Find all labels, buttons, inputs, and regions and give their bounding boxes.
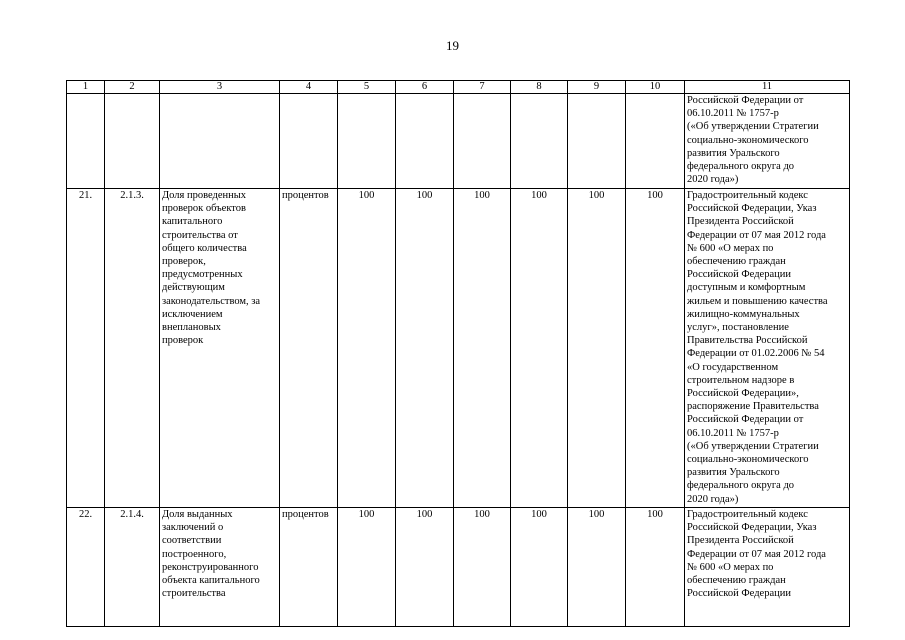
empty-cell (626, 94, 685, 189)
column-number: 1 (67, 81, 105, 94)
value-cell: 100 (338, 508, 396, 627)
basis-cell: Градостроительный кодекс Российской Федерации, Указ Президента Российской Федерации от 07 мая 2012 года № 600 «О мерах по обеспечению граждан Российской Федерации доступным и комфортным жильем и повышению качества жилищно-коммунальных услуг», постановление Правительства Российской Федерации от 01.02.2006 № 54 «О государственном строительном надзоре в Российской Федерации», распоряжение Правительства Российской Федерации от 06.10.2011 № 1757-р («Об утверждении Стратегии социально-экономического развития Уральского федерального округа до 2020 года») (685, 189, 850, 508)
column-number: 10 (626, 81, 685, 94)
unit-cell: процентов (280, 189, 338, 508)
value-cell: 100 (396, 189, 454, 508)
empty-cell (105, 94, 160, 189)
column-number: 8 (511, 81, 568, 94)
value-cell: 100 (511, 508, 568, 627)
column-number: 11 (685, 81, 850, 94)
value-cell: 100 (626, 189, 685, 508)
value-cell: 100 (454, 508, 511, 627)
table-row-continuation (67, 94, 850, 189)
column-number-row (67, 81, 850, 94)
empty-cell (568, 94, 626, 189)
value-cell: 100 (454, 189, 511, 508)
column-number: 9 (568, 81, 626, 94)
value-cell: 100 (511, 189, 568, 508)
value-cell: 100 (568, 508, 626, 627)
column-number: 6 (396, 81, 454, 94)
basis-cell: Российской Федерации от 06.10.2011 № 1757-р («Об утверждении Стратегии социально-экономического развития Уральского федерального округа до 2020 года») (685, 94, 850, 189)
empty-cell (338, 94, 396, 189)
row-code-cell: 2.1.3. (105, 189, 160, 508)
table-row (67, 189, 850, 508)
row-number-cell: 21. (67, 189, 105, 508)
value-cell: 100 (396, 508, 454, 627)
row-code-cell: 2.1.4. (105, 508, 160, 627)
empty-cell (396, 94, 454, 189)
value-cell: 100 (568, 189, 626, 508)
empty-cell (160, 94, 280, 189)
value-cell: 100 (338, 189, 396, 508)
basis-cell: Градостроительный кодекс Российской Федерации, Указ Президента Российской Федерации от 07 мая 2012 года № 600 «О мерах по обеспечению граждан Российской Федерации (685, 508, 850, 627)
column-number: 5 (338, 81, 396, 94)
column-number: 4 (280, 81, 338, 94)
empty-cell (280, 94, 338, 189)
empty-cell (454, 94, 511, 189)
value-cell: 100 (626, 508, 685, 627)
table-row (67, 508, 850, 627)
empty-cell (67, 94, 105, 189)
empty-cell (511, 94, 568, 189)
indicator-cell: Доля выданных заключений о соответствии построенного, реконструированного объекта капитального строительства (160, 508, 280, 627)
column-number: 3 (160, 81, 280, 94)
column-number: 7 (454, 81, 511, 94)
row-number-cell: 22. (67, 508, 105, 627)
unit-cell: процентов (280, 508, 338, 627)
indicators-table (66, 80, 850, 627)
column-number: 2 (105, 81, 160, 94)
indicator-cell: Доля проведенных проверок объектов капитального строительства от общего количества проверок, предусмотренных действующим законодательством, за исключением внеплановых проверок (160, 189, 280, 508)
page-number: 19 (446, 38, 459, 53)
